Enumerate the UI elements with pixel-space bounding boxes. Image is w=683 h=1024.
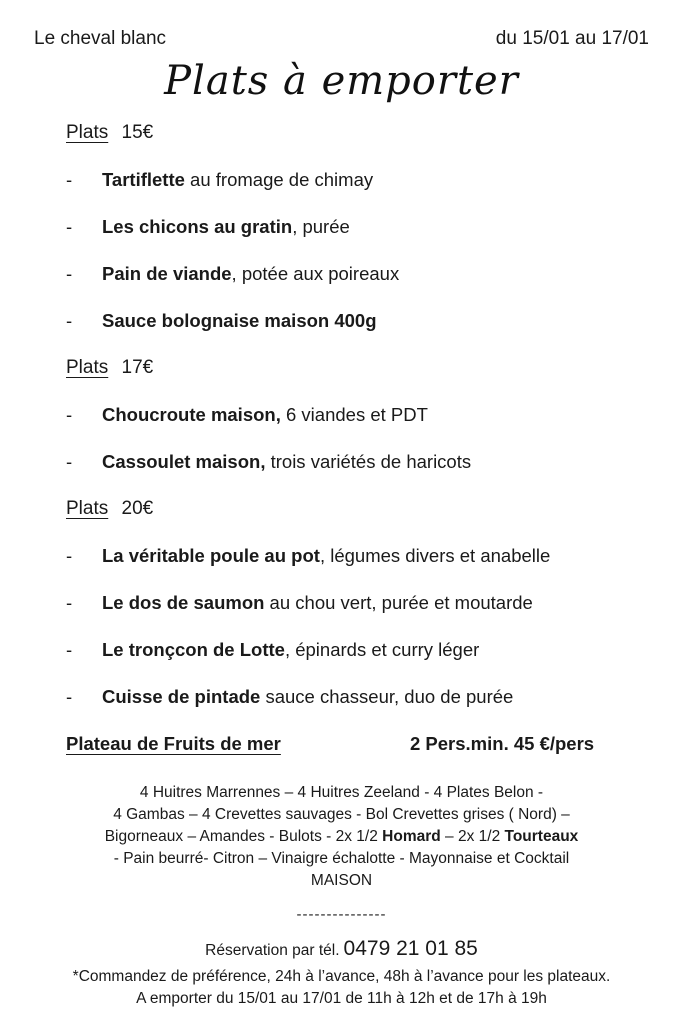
item-name: Tartiflette — [102, 169, 185, 190]
section-price: 17€ — [121, 357, 154, 378]
item-desc: au chou vert, purée et moutarde — [264, 592, 533, 613]
list-dash: - — [66, 592, 73, 613]
plateau-label: Plateau de Fruits de mer — [66, 733, 281, 754]
list-dash: - — [66, 686, 73, 707]
pickup-hours: A emporter du 15/01 au 17/01 de 11h à 12h et de 17h à 19h — [136, 990, 547, 1007]
divider: --------------- — [296, 906, 387, 923]
list-dash: - — [66, 263, 73, 284]
list-dash: - — [66, 404, 73, 425]
restaurant-name: Le cheval blanc — [34, 28, 167, 49]
plateau-heading — [66, 729, 636, 759]
item-name: Choucroute maison, — [102, 404, 281, 425]
plateau-line — [60, 826, 623, 848]
header — [0, 28, 683, 54]
list-dash: - — [66, 216, 73, 237]
order-note: *Commandez de préférence, 24h à l’avance, 48h à l’avance pour les plateaux. — [72, 968, 611, 985]
menu-item — [66, 400, 656, 447]
item-desc: 6 viandes et PDT — [280, 404, 428, 425]
section-label: Plats — [66, 357, 109, 378]
menu-item — [66, 447, 656, 494]
plateau-line: - Pain beurré- Citron – Vinaigre échalotte - Mayonnaise et Cocktail — [113, 850, 570, 867]
date-range: du 15/01 au 17/01 — [495, 28, 649, 49]
list-dash: - — [66, 639, 73, 660]
list-dash: - — [66, 310, 73, 331]
item-desc: sauce chasseur, duo de purée — [260, 686, 514, 707]
reservation-line — [0, 934, 683, 966]
item-desc: , légumes divers et anabelle — [319, 545, 551, 566]
homard-text: Homard — [382, 828, 441, 845]
menu-item — [66, 635, 656, 682]
menu — [66, 118, 656, 729]
phone-number: 0479 21 01 85 — [343, 937, 478, 960]
menu-item — [66, 165, 656, 212]
item-name: Le dos de saumon — [102, 592, 265, 613]
section-price: 20€ — [121, 498, 154, 519]
item-name: Cassoulet maison, — [102, 451, 266, 472]
section-label: Plats — [66, 498, 109, 519]
plateau-text: Bigorneaux – Amandes - Bulots - 2x 1/2 — [104, 828, 383, 845]
menu-item — [66, 212, 656, 259]
item-desc: , purée — [292, 216, 350, 237]
menu-item — [66, 259, 656, 306]
menu-item — [66, 306, 656, 353]
item-desc: au fromage de chimay — [184, 169, 374, 190]
list-dash: - — [66, 451, 73, 472]
item-name: Sauce bolognaise maison 400g — [102, 310, 377, 331]
item-name: La véritable poule au pot — [102, 545, 320, 566]
item-name: Cuisse de pintade — [102, 686, 261, 707]
item-name: Les chicons au gratin — [102, 216, 293, 237]
item-desc: trois variétés de haricots — [265, 451, 472, 472]
item-desc: , épinards et curry léger — [284, 639, 480, 660]
section-heading — [66, 118, 656, 165]
plateau-line: 4 Huitres Marrennes – 4 Huitres Zeeland - 4 Plates Belon - — [139, 784, 544, 801]
reservation-label: Réservation par tél. — [205, 942, 340, 959]
item-desc: , potée aux poireaux — [231, 263, 400, 284]
section-price: 15€ — [121, 122, 154, 143]
footer — [0, 934, 683, 1010]
section-heading — [66, 494, 656, 541]
list-dash: - — [66, 545, 73, 566]
plateau-price: 2 Pers.min. 45 €/pers — [410, 733, 595, 754]
section-label: Plats — [66, 122, 109, 143]
plateau-line: MAISON — [310, 872, 373, 889]
menu-item — [66, 682, 656, 729]
item-name: Le tronçcon de Lotte — [102, 639, 285, 660]
menu-item — [66, 541, 656, 588]
section-heading — [66, 353, 656, 400]
item-name: Pain de viande — [102, 263, 232, 284]
page-title: Plats à emporter — [164, 58, 519, 104]
plateau-text: – 2x 1/2 — [440, 828, 505, 845]
tourteaux-text: Tourteaux — [504, 828, 579, 845]
plateau-line: 4 Gambas – 4 Crevettes sauvages - Bol Crevettes grises ( Nord) – — [113, 806, 570, 823]
plateau-description — [60, 782, 623, 892]
list-dash: - — [66, 169, 73, 190]
menu-item — [66, 588, 656, 635]
